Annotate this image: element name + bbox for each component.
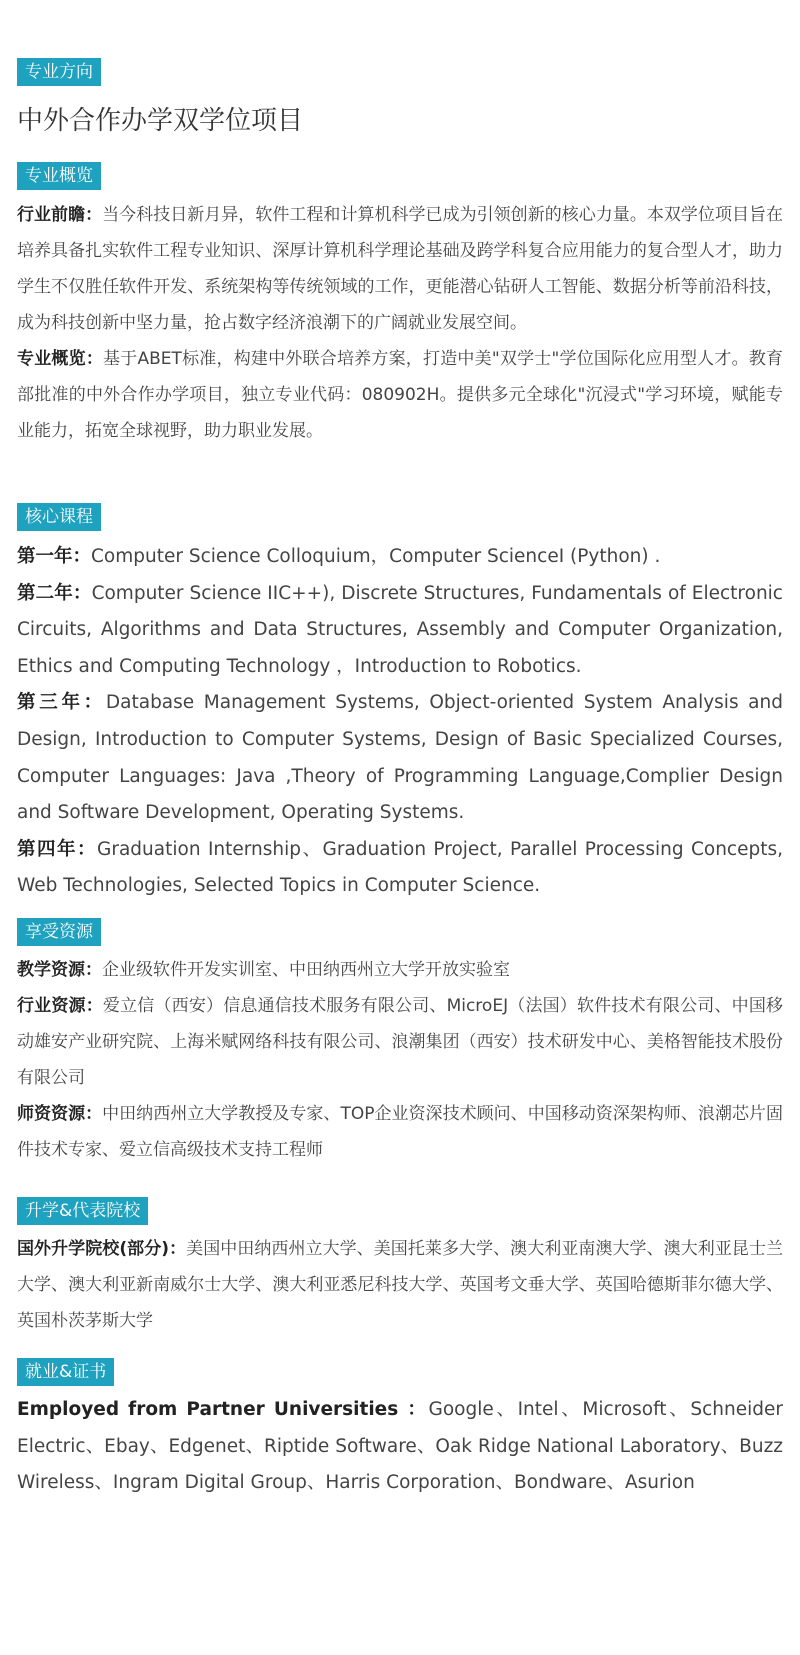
resource-label: 行业资源： bbox=[17, 996, 103, 1016]
page-title: 中外合作办学双学位项目 bbox=[17, 106, 304, 136]
course-year bbox=[17, 576, 783, 686]
course-year bbox=[17, 539, 783, 576]
employer-list: Google、Intel、Microsoft、Schneider Electric、Ebay、Edgenet、Riptide Software、Oak Ridge National Laboratory、Buzz Wireless、Ingram Digital Group、Harris Corporation、Bondware、Asurion bbox=[17, 1399, 783, 1494]
resource-label: 师资资源： bbox=[17, 1104, 103, 1124]
paragraph-text: 当今科技日新月异，软件工程和计算机科学已成为引领创新的核心力量。本双学位项目旨在培养具备扎实软件工程专业知识、深厚计算机科学理论基础及跨学科复合应用能力的复合型人才，助力学生不仅胜任软件开发、系统架构等传统领域的工作，更能潜心钻研人工智能、数据分析等前沿科技，成为科技创新中坚力量，抢占数字经济浪潮下的广阔就业发展空间。 bbox=[17, 205, 784, 333]
resources-section bbox=[17, 952, 783, 1168]
schools-paragraph bbox=[17, 1231, 783, 1339]
year-courses: Computer Science IIC++), Discrete Structures, Fundamentals of Electronic Circuits, Algorithms and Data Structures, Assembly and Computer Organization, Ethics and Computing Technology ，Introduction to Robotics. bbox=[17, 582, 783, 677]
course-year bbox=[17, 832, 783, 905]
employment-label: Employed from Partner Universities ： bbox=[17, 1399, 429, 1420]
schools-section bbox=[17, 1231, 783, 1339]
section-tag-employment: 就业&证书 bbox=[17, 1358, 114, 1386]
year-label: 第四年： bbox=[17, 838, 98, 860]
paragraph-label: 行业前瞻： bbox=[17, 205, 103, 225]
section-tag-major-direction: 专业方向 bbox=[17, 58, 101, 86]
section-tag-core-courses: 核心课程 bbox=[17, 503, 101, 531]
year-courses: Graduation Internship、Graduation Project, Parallel Processing Concepts, Web Technologies, Selected Topics in Computer Science. bbox=[17, 838, 783, 897]
resource-item bbox=[17, 988, 783, 1096]
employment-section bbox=[17, 1392, 783, 1502]
resource-text: 爱立信（西安）信息通信技术服务有限公司、MicroEJ（法国）软件技术有限公司、中国移动雄安产业研究院、上海米赋网络科技有限公司、浪潮集团（西安）技术研发中心、美格智能技术股份有限公司 bbox=[17, 996, 784, 1088]
year-courses: Computer Science Colloquium，Computer ScienceI (Python) . bbox=[91, 546, 661, 567]
year-label: 第一年： bbox=[17, 546, 92, 567]
course-year bbox=[17, 685, 783, 831]
year-courses: Database Management Systems, Object-oriented System Analysis and Design, Introduction to Computer Systems, Design of Basic Specialized Courses, Computer Languages: Java ,Theory of Programming Language,Complier Design and Software Development, Operating Systems. bbox=[17, 692, 783, 824]
resource-text: 中田纳西州立大学教授及专家、TOP企业资深技术顾问、中国移动资深架构师、浪潮芯片固件技术专家、爱立信高级技术支持工程师 bbox=[17, 1104, 784, 1160]
section-tag-schools: 升学&代表院校 bbox=[17, 1197, 148, 1225]
section-tag-overview: 专业概览 bbox=[17, 162, 101, 190]
resource-text: 企业级软件开发实训室、中田纳西州立大学开放实验室 bbox=[102, 960, 510, 980]
year-label: 第二年： bbox=[17, 582, 92, 604]
employment-paragraph bbox=[17, 1392, 783, 1502]
overview-paragraph bbox=[17, 197, 783, 341]
paragraph-label: 专业概览： bbox=[17, 349, 104, 369]
year-label: 第三年： bbox=[17, 692, 106, 714]
schools-list: 美国中田纳西州立大学、美国托莱多大学、澳大利亚南澳大学、澳大利亚昆士兰大学、澳大利亚新南威尔士大学、澳大利亚悉尼科技大学、英国考文垂大学、英国哈德斯菲尔德大学、英国朴茨茅斯大学 bbox=[17, 1239, 783, 1331]
resource-item bbox=[17, 952, 783, 988]
paragraph-text: 基于ABET标准，构建中外联合培养方案，打造中美"双学士"学位国际化应用型人才。教育部批准的中外合作办学项目，独立专业代码：080902H。提供多元全球化"沉浸式"学习环境，赋能专业能力，拓宽全球视野，助力职业发展。 bbox=[17, 349, 783, 441]
overview-section bbox=[17, 197, 783, 449]
resource-label: 教学资源： bbox=[17, 960, 102, 980]
overview-paragraph bbox=[17, 341, 783, 449]
resource-item bbox=[17, 1096, 783, 1168]
courses-section bbox=[17, 539, 783, 905]
schools-label: 国外升学院校(部分)： bbox=[17, 1239, 187, 1259]
section-tag-resources: 享受资源 bbox=[17, 918, 101, 946]
